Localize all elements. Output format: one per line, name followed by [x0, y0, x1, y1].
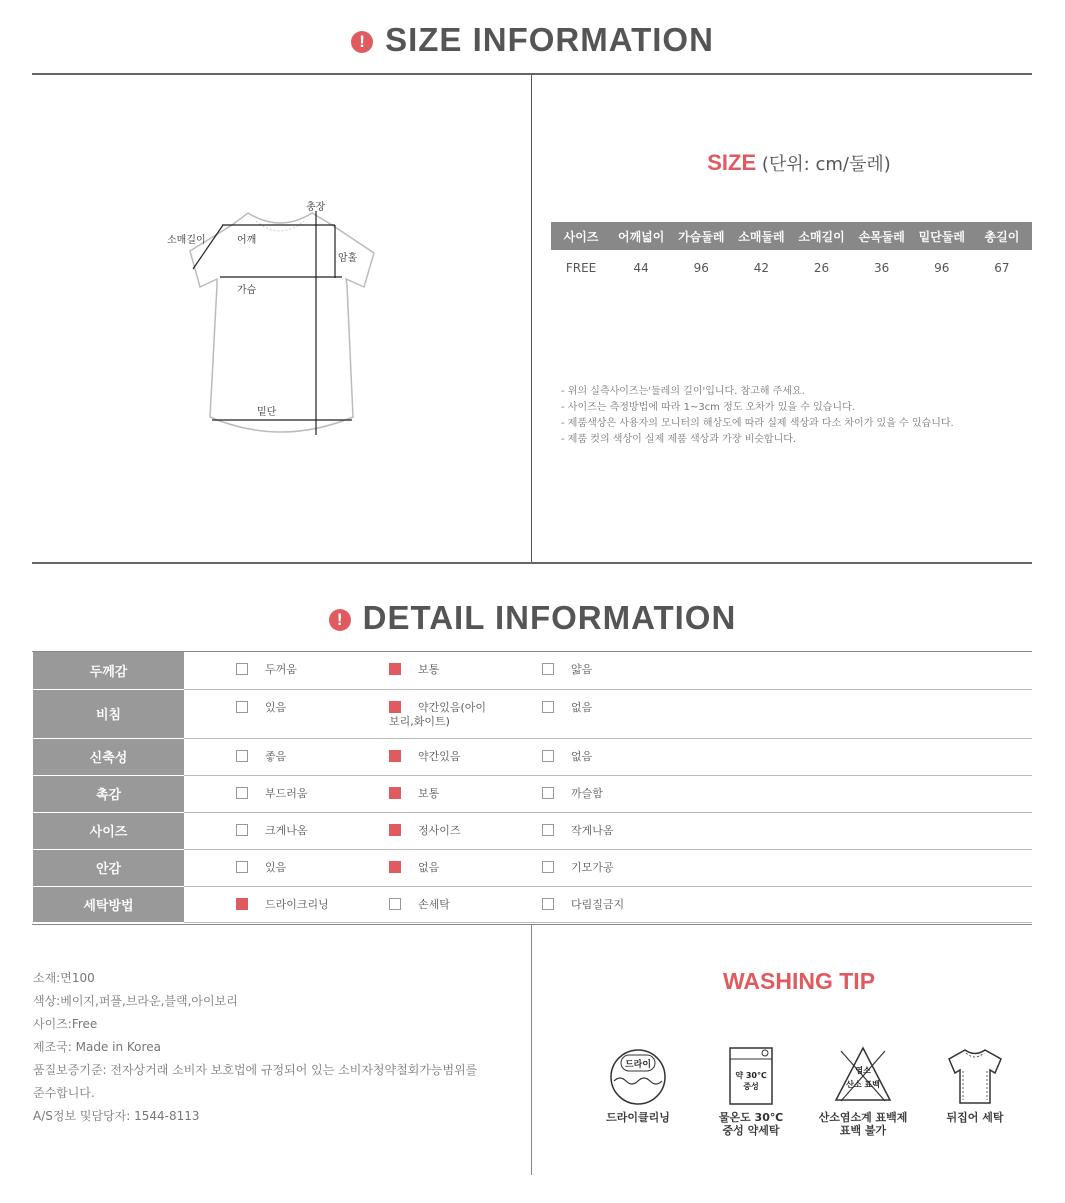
detail-option-label: 정사이즈: [418, 823, 461, 837]
detail-section-title-text: DETAIL INFORMATION: [362, 599, 737, 636]
size-note: - 위의 실측사이즈는'둘레의 길이'입니다. 참고해 주세요.: [561, 386, 805, 397]
divider: [32, 924, 1032, 925]
size-notes: [561, 384, 954, 448]
checkbox[interactable]: [389, 701, 401, 713]
detail-row-options: [184, 738, 1032, 775]
product-info-line: 색상:베이지,퍼플,브라운,블랙,아이보리: [33, 994, 238, 1008]
size-table-title: [533, 150, 1065, 176]
checkbox[interactable]: [542, 663, 554, 675]
table-cell: 44: [633, 261, 649, 275]
diagram-label-armhole: 암홀: [338, 253, 358, 264]
detail-option-label: 약간있음(아이 보리,화이트): [389, 700, 487, 728]
detail-option[interactable]: [542, 663, 592, 677]
dry-clean-icon: [608, 1045, 668, 1105]
detail-row-label: 촉감: [33, 775, 184, 812]
detail-option[interactable]: [389, 861, 439, 875]
checkbox[interactable]: [236, 663, 248, 675]
detail-row-label: 비침: [33, 689, 184, 738]
no-bleach-icon: [833, 1045, 893, 1105]
divider: [32, 73, 1032, 75]
washing-item-label: 드라이클리닝: [606, 1111, 670, 1124]
washing-item-label: 산소염소계 표백제 표백 불가: [818, 1111, 908, 1137]
table-cell: 36: [874, 261, 890, 275]
turn-inside-out-icon: [945, 1045, 1005, 1105]
product-info-line: 품질보증기준: 전자상거래 소비자 보호법에 규정되어 있는 소비자청약철회가능범위를: [33, 1063, 478, 1077]
wash-30c-icon-text-2: 중성: [743, 1082, 759, 1091]
detail-option-label: 부드러움: [265, 786, 308, 800]
detail-row: [33, 652, 1032, 689]
detail-option[interactable]: [236, 701, 286, 715]
table-cell: FREE: [565, 261, 597, 275]
size-note: - 사이즈는 측정방법에 따라 1~3cm 정도 오차가 있을 수 있습니다.: [561, 402, 855, 413]
detail-row-options: [184, 689, 1032, 738]
detail-option-label: 까슬함: [571, 786, 603, 800]
washing-item-label: 물온도 30℃ 중성 약세탁: [718, 1111, 784, 1137]
size-table-title-main: SIZE: [707, 150, 757, 175]
detail-option[interactable]: [236, 824, 308, 838]
size-table-title-unit: (단위: cm/둘레): [761, 154, 891, 175]
diagram-label-chest: 가슴: [237, 285, 257, 296]
no-bleach-icon-text-1: 염소: [855, 1066, 871, 1075]
detail-row: [33, 689, 1032, 738]
detail-option[interactable]: [542, 824, 614, 838]
checkbox[interactable]: [542, 701, 554, 713]
detail-option[interactable]: [236, 663, 297, 677]
detail-option[interactable]: [236, 750, 286, 764]
diagram-label-hem: 밑단: [257, 407, 277, 418]
product-info-line: 소재:면100: [33, 971, 95, 985]
checkbox[interactable]: [236, 750, 248, 762]
checkbox[interactable]: [542, 750, 554, 762]
detail-row-label: 두께감: [33, 652, 184, 689]
detail-row-options: [184, 812, 1032, 849]
washing-item: [706, 1045, 796, 1137]
product-info: [33, 967, 533, 1128]
checkbox[interactable]: [236, 701, 248, 713]
alert-icon: !: [351, 31, 373, 53]
size-table-header: 소매길이: [792, 222, 852, 250]
table-cell: 26: [813, 261, 830, 275]
detail-option-label: 기모가공: [571, 860, 614, 874]
detail-row-label: 신축성: [33, 738, 184, 775]
detail-option[interactable]: [542, 861, 614, 875]
size-section-title: [0, 21, 1065, 59]
detail-option-label: 다림질금지: [571, 897, 625, 911]
no-bleach-icon-text-2: 산소 표백: [846, 1080, 880, 1089]
detail-row-label: 안감: [33, 849, 184, 886]
detail-table: [33, 652, 1032, 923]
detail-option[interactable]: [389, 701, 486, 729]
detail-option-label: 좋음: [265, 749, 287, 763]
detail-option-label: 있음: [265, 700, 287, 714]
detail-row-label: 사이즈: [33, 812, 184, 849]
product-info-line: 제조국: Made in Korea: [33, 1040, 161, 1054]
diagram-label-sleeve: 소매길이: [167, 235, 206, 246]
product-info-line: 준수합니다.: [33, 1086, 95, 1100]
detail-option-label: 없음: [571, 749, 593, 763]
size-note: - 제품색상은 사용자의 모니터의 해상도에 따라 실제 색상과 다소 차이가 있을 수 있습니다.: [561, 418, 954, 429]
detail-option-label: 두꺼움: [265, 663, 297, 676]
size-section-title-text: SIZE INFORMATION: [385, 21, 714, 58]
checkbox[interactable]: [236, 861, 248, 873]
wash-30c-icon-text-1: 약 30℃: [735, 1071, 767, 1080]
detail-option-label: 없음: [571, 700, 593, 714]
checkbox[interactable]: [389, 861, 401, 873]
dry-clean-icon-text: 드라이: [624, 1060, 652, 1070]
washing-item: [818, 1045, 908, 1137]
checkbox[interactable]: [542, 824, 554, 836]
washing-item-label: 뒤집어 세탁: [946, 1111, 1004, 1124]
detail-row: [33, 775, 1032, 812]
detail-option[interactable]: [542, 898, 624, 912]
product-info-line: A/S정보 및담당자: 1544-8113: [33, 1109, 200, 1123]
divider: [531, 75, 532, 562]
diagram-label-shoulder: 어깨: [237, 235, 257, 246]
detail-section-title: [0, 599, 1065, 637]
detail-option-label: 약간있음: [418, 749, 461, 763]
detail-option-label: 보통: [418, 663, 440, 676]
detail-row-options: [184, 775, 1032, 812]
size-table-header: 사이즈: [551, 222, 611, 250]
detail-option-label: 얇음: [571, 663, 593, 676]
detail-option[interactable]: [236, 861, 286, 875]
detail-option[interactable]: [236, 898, 329, 912]
detail-row: [33, 886, 1032, 922]
washing-tip-title: WASHING TIP: [722, 968, 876, 994]
size-table-header: 어깨넓이: [611, 222, 671, 250]
size-table-header: 손목둘레: [852, 222, 912, 250]
size-table-header-row: [551, 222, 1032, 250]
detail-option-label: 없음: [418, 860, 440, 874]
detail-option[interactable]: [236, 787, 308, 801]
detail-row-options: [184, 652, 1032, 689]
table-row: [551, 250, 1032, 286]
table-cell: 42: [753, 261, 770, 275]
size-table-header: 총길이: [972, 222, 1032, 250]
checkbox[interactable]: [542, 787, 554, 799]
detail-option-label: 드라이크리닝: [265, 897, 329, 911]
product-info-line: 사이즈:Free: [33, 1017, 98, 1031]
detail-option[interactable]: [542, 787, 603, 801]
detail-option[interactable]: [542, 750, 592, 764]
alert-icon: !: [329, 609, 351, 631]
detail-option-label: 있음: [265, 860, 287, 874]
checkbox[interactable]: [389, 898, 401, 910]
detail-row: [33, 812, 1032, 849]
detail-option-label: 보통: [418, 786, 440, 800]
size-table-header: 가슴둘레: [671, 222, 731, 250]
detail-option-label: 크게나옴: [265, 823, 308, 837]
checkbox[interactable]: [236, 898, 248, 910]
detail-option[interactable]: [389, 898, 450, 912]
detail-option[interactable]: [389, 787, 439, 801]
divider: [32, 562, 1032, 564]
washing-item: [593, 1045, 683, 1124]
table-cell: 67: [994, 261, 1010, 275]
checkbox[interactable]: [389, 787, 401, 799]
checkbox[interactable]: [236, 787, 248, 799]
detail-row: [33, 849, 1032, 886]
checkbox[interactable]: [236, 824, 248, 836]
size-table: [551, 222, 1032, 286]
size-note: - 제품 컷의 색상이 실제 제품 색상과 가장 비슷합니다.: [561, 434, 797, 445]
size-table-header: 소매둘레: [731, 222, 791, 250]
checkbox[interactable]: [389, 750, 401, 762]
detail-option[interactable]: [389, 824, 461, 838]
detail-row-label: 세탁방법: [33, 886, 184, 922]
detail-row: [33, 738, 1032, 775]
table-cell: 96: [693, 261, 709, 275]
wash-30c-icon: [721, 1045, 781, 1105]
checkbox[interactable]: [389, 824, 401, 836]
detail-row-options: [184, 886, 1032, 922]
table-cell: 96: [934, 261, 950, 275]
detail-option[interactable]: [389, 750, 461, 764]
detail-option[interactable]: [389, 663, 439, 677]
detail-option[interactable]: [542, 701, 592, 715]
detail-row-options: [184, 849, 1032, 886]
diagram-label-total-length: 총장: [306, 202, 326, 213]
detail-option-label: 손세탁: [418, 897, 450, 911]
detail-option-label: 작게나옴: [571, 823, 614, 837]
checkbox[interactable]: [542, 861, 554, 873]
size-table-header: 밑단둘레: [912, 222, 972, 250]
checkbox[interactable]: [389, 663, 401, 675]
checkbox[interactable]: [542, 898, 554, 910]
washing-item: [930, 1045, 1020, 1124]
